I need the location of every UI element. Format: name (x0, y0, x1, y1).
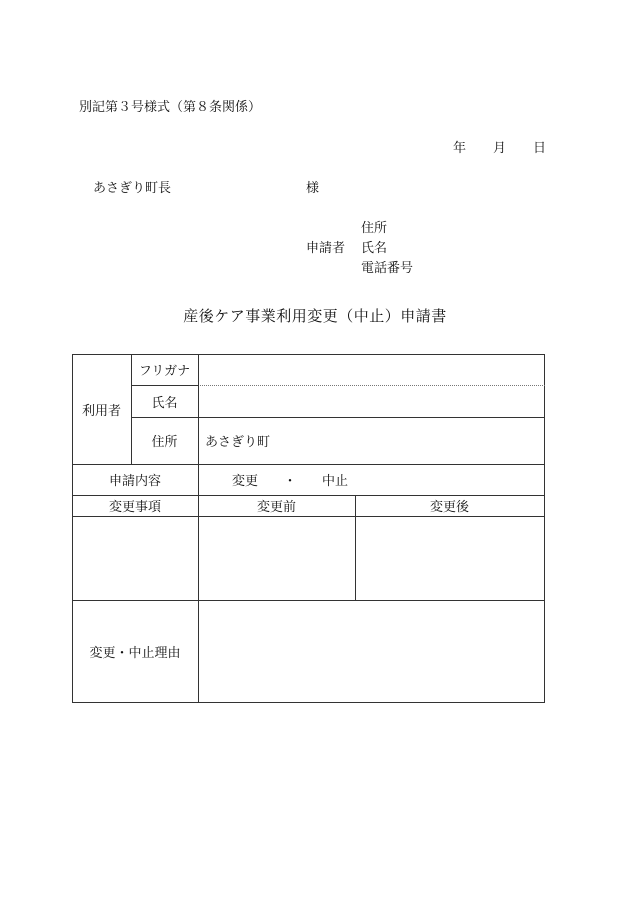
application-form-table (72, 354, 545, 703)
change-header-divider (72, 516, 545, 517)
change-item-label: 変更事項 (108, 500, 161, 515)
applicant-phone-label: 電話番号 (361, 261, 414, 276)
date-month-label: 月 (493, 141, 507, 156)
option-separator: ・ (283, 474, 297, 489)
honorific: 様 (306, 181, 320, 196)
address-label: 住所 (151, 435, 178, 450)
date-day-label: 日 (533, 141, 547, 156)
date-year-label: 年 (453, 141, 467, 156)
applicant-name-label: 氏名 (361, 241, 388, 256)
option-cancel: 中止 (321, 474, 348, 489)
applicant-address-label: 住所 (361, 221, 388, 236)
user-label: 利用者 (81, 403, 121, 419)
option-change: 変更 (231, 474, 258, 489)
document-title: 産後ケア事業利用変更（中止）申請書 (183, 307, 447, 325)
label-column-divider (198, 354, 199, 703)
addressee: あさぎり町長 (93, 181, 172, 196)
furigana-label: フリガナ (138, 364, 191, 379)
reason-label: 変更・中止理由 (89, 645, 181, 661)
table-border-right (544, 354, 545, 703)
before-change-label: 変更前 (256, 500, 296, 515)
form-number: 別記第３号様式（第８条関係） (79, 100, 262, 115)
furigana-divider (198, 385, 545, 386)
address-value: あさぎり町 (205, 435, 271, 450)
applicant-label: 申請者 (306, 241, 346, 256)
name-label: 氏名 (151, 395, 178, 411)
after-change-label: 変更後 (429, 500, 469, 515)
application-content-label: 申請内容 (108, 474, 161, 489)
table-border-bottom (72, 702, 545, 703)
